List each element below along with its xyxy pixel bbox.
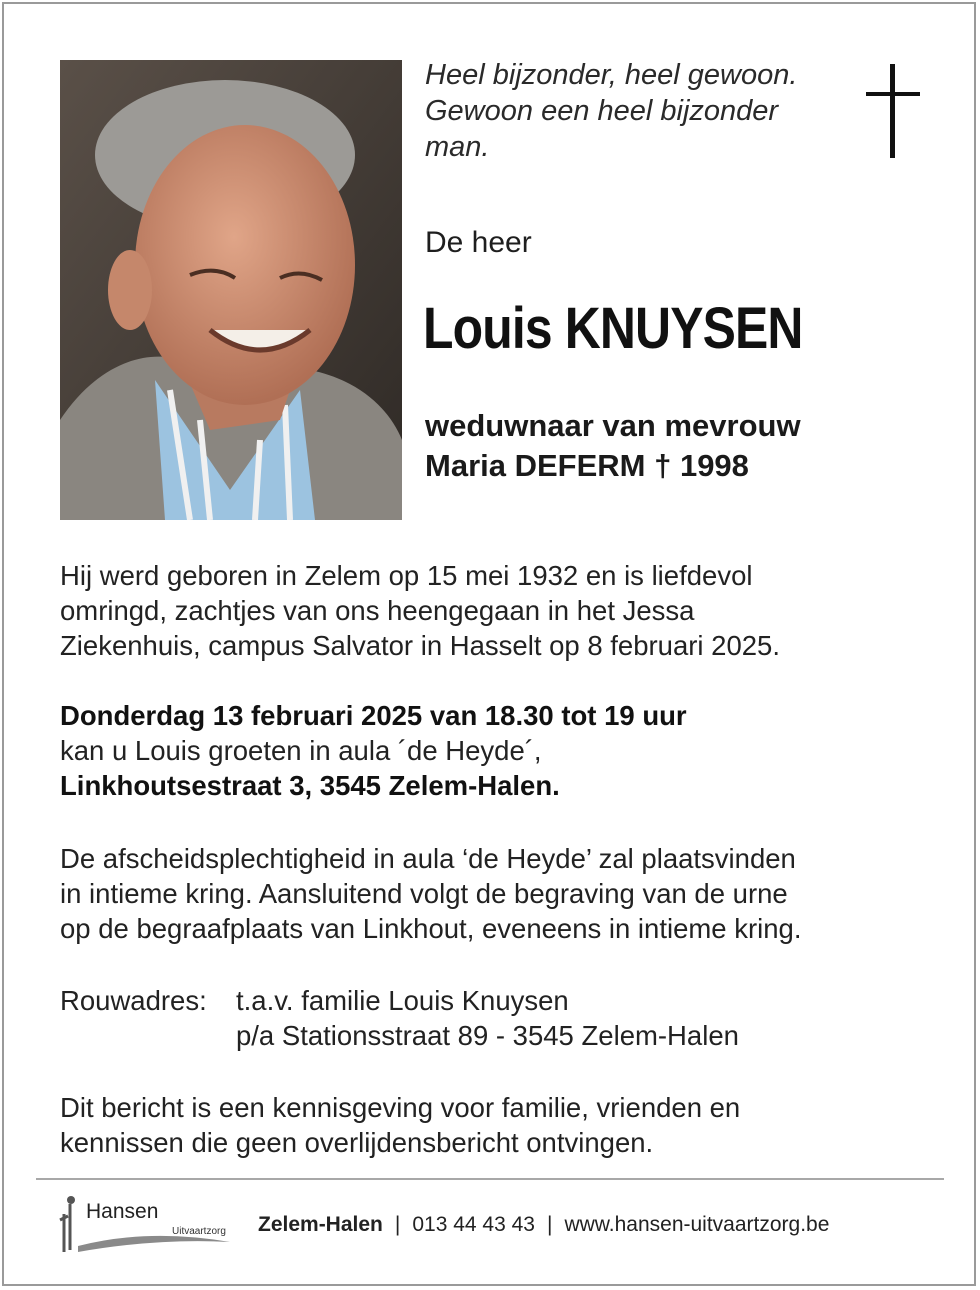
footer-city: Zelem-Halen [258,1213,383,1236]
paragraph-line: Ziekenhuis, campus Salvator in Hasselt op 8 februari 2025. [60,630,780,661]
mourning-address-line: t.a.v. familie Louis Knuysen [236,985,569,1016]
mourning-address-label: Rouwadres: [60,985,207,1016]
footer-phone[interactable]: 013 44 43 43 [412,1213,535,1236]
honorific: De heer [425,226,532,259]
spouse-line: Maria DEFERM † 1998 [425,448,749,483]
paragraph-line: op de begraafplaats van Linkhout, eveneens in intieme kring. [60,913,802,944]
spouse-line: weduwnaar van mevrouw [425,408,801,443]
footer-divider [36,1178,944,1180]
quote-line: Gewoon een heel bijzonder [425,95,779,127]
spouse-info [425,406,801,486]
logo-name: Hansen [86,1200,159,1223]
paragraph-line: in intieme kring. Aansluitend volgt de begraving van de urne [60,878,788,909]
quote-line: man. [425,131,490,163]
mourning-address-line: p/a Stationsstraat 89 - 3545 Zelem-Halen [236,1020,739,1051]
memorial-quote [425,57,845,165]
paragraph-line: De afscheidsplechtigheid in aula ‘de Heyde’ zal plaatsvinden [60,843,796,874]
birth-death-paragraph [60,558,940,663]
paragraph-line: omringd, zachtjes van ons heengegaan in het Jessa [60,595,695,626]
notice-paragraph [60,1090,940,1160]
paragraph-line: kennissen die geen overlijdensbericht ontvingen. [60,1127,654,1158]
visitation-address: Linkhoutsestraat 3, 3545 Zelem-Halen. [60,770,560,801]
deceased-name: Louis KNUYSEN [423,296,803,361]
funeral-home-logo [58,1194,238,1258]
visitation-where: kan u Louis groeten in aula ´de Heyde´, [60,735,542,766]
footer-contact: Zelem-Halen | 013 44 43 43 | www.hansen-uitvaartzorg.be [258,1213,830,1236]
visitation-when: Donderdag 13 februari 2025 van 18.30 tot 19 uur [60,700,687,731]
quote-line: Heel bijzonder, heel gewoon. [425,59,798,91]
footer-website-link[interactable]: www.hansen-uitvaartzorg.be [564,1213,830,1236]
portrait-photo [60,60,402,520]
paragraph-line: Hij werd geboren in Zelem op 15 mei 1932 en is liefdevol [60,560,753,591]
cross-icon [866,64,920,158]
logo-subtitle: Uitvaartzorg [172,1226,226,1237]
ceremony-paragraph [60,841,940,946]
visitation-paragraph [60,698,940,803]
paragraph-line: Dit bericht is een kennisgeving voor familie, vrienden en [60,1092,741,1123]
mourning-address [60,983,940,1053]
